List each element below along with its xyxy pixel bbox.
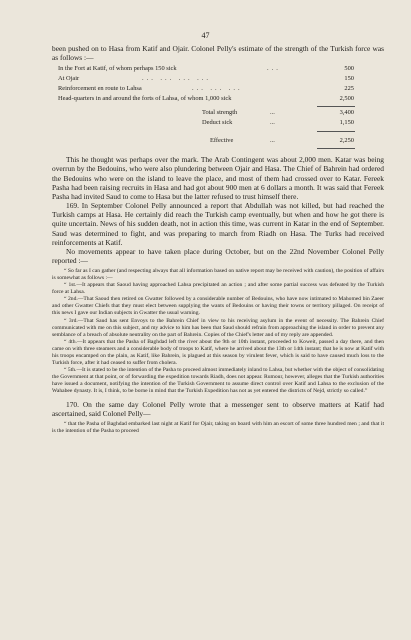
intro-paragraph: been pushed on to Hasa from Katif and Ojair. Colonel Pelly's estimate of the strength of the Turkish force was as follows :— — [52, 44, 384, 63]
row-label: Head-quarters in and around the forts of Lahsa, of whom 1,000 sick — [58, 95, 232, 103]
sum-rule — [317, 106, 355, 107]
quote-first: “ 1st.—It appears that Saoud having approached Lahsa precipitated an action ; and after some partial success was defeated by the Turkish force at Lahsa. — [52, 282, 384, 296]
paragraph-no-movements: No movements appear to have taken place during October, but on the 22nd November Colonel Pelly reported :— — [52, 246, 384, 266]
deduct-value: 1,150 — [339, 119, 354, 127]
quote-messenger: “ that the Pasha of Baghdad embarked last night at Katif for Ojair, taking on board with him an escort of some three hundred men ; and that it is the intention of the Pasha to proceed — [52, 421, 384, 435]
row-label: In the Fort at Katif, of whom perhaps 150 sick — [58, 65, 177, 73]
paragraph-main: This he thought was perhaps over the mark. The Arab Contingent was about 2,000 men. Katar was being overrun by the Bedouins, who were also plundering between Ojair and Hasa. The Chief of Bahrein had ordered the Bedouins who were on the island to leave the place, and most of them had crossed over to Katar. Fereek Pasha had been raising recruits in Hasa and had got about 900 men at 6 dollars a month. It was said that Fereek Pasha had invited Saud to come to Hasa but the latter refused to trust himself there. — [52, 155, 384, 201]
paragraph-170: 170. On the same day Colonel Pelly wrote that a messenger sent to observe matters at Katif had ascertained, said Colonel Pelly— — [52, 400, 384, 419]
total-value: 3,400 — [339, 109, 354, 117]
effective-label: Effective — [210, 137, 234, 145]
effective-leader: ... — [270, 137, 275, 145]
effective-row — [52, 137, 384, 147]
quote-third: “ 3rd.—That Saud has sent Envoys to the Bahrein Chief in view to his receiving asylum in the event of necessity. The Bahrein Chief communicated with me on this subject, and my advice to him has been that Saud should refrain from approaching the island in order to prevent any semblance of a breach of absolute neutrality on the part of Bahrein. Copies of the Chief's letter and of my reply are appended. — [52, 317, 384, 338]
effective-value: 2,250 — [339, 137, 354, 145]
row-label: Reinforcement en route to Lahsa — [58, 85, 142, 93]
quote-fifth: “ 5th.—It is stated to be the intention of the Pasha to proceed almost immediately inland to Lahsa, but whether with the object of consolidating the Government at that point, or of forwarding the expedition towards Riadh, does not appear. Rumour, however, alleges that the Turkish authorities have issued a document, notifying the intention of the Turkish Government to assume direct control over Katif and Lahsa to the exclusion of the Wahabee dynasty. It is, I think, to be borne in mind that the Turkish Expedition has not as yet entered the districts of Nejd, strictly so called.” — [52, 366, 384, 394]
quote-fourth: “ 4th.—It appears that the Pasha of Baghdad left the river about the 9th or 10th instant, proceeded to Koweit, passed a day there, and then came on with three steamers and a considerable body of troops to Katif, where he arrived about the 13th or 14th instant; that he is now at Katif with his troops encamped on the plain, as Katif, like Bahrein, is plagued at this season by virulent fever, which is said to have caused much loss to the Turkish force, after it had ceased to suffer from cholera. — [52, 338, 384, 366]
row-value: 150 — [344, 75, 354, 83]
page-body — [52, 44, 384, 435]
bottom-rule — [317, 148, 355, 149]
deduct-label: Deduct sick — [202, 119, 233, 127]
page-number: 47 — [201, 31, 210, 40]
total-leader: ... — [270, 109, 275, 117]
row-value: 2,500 — [339, 95, 354, 103]
row-value: 500 — [344, 65, 354, 73]
total-row — [52, 109, 384, 119]
quote-second: “ 2nd.—That Saoud then retired on Gwatter followed by a considerable number of Bedouins, who have now intimated to Mahomed bin Zaeer and other Gwatter Chiefs that they must elect between supplying the wants of Bedouins or having their towns or territory pillaged. On receipt of this news I gave our Indian subjects in Gwatter the usual warning. — [52, 296, 384, 317]
row-label: At Ojair — [58, 75, 80, 83]
row-value: 225 — [344, 85, 354, 93]
row-leader: ... ... ... ... — [142, 75, 211, 83]
table-row — [52, 65, 384, 75]
strength-table — [52, 65, 384, 152]
deduct-leader: ... — [270, 119, 275, 127]
paragraph-169: 169. In September Colonel Pelly announced a report that Abdullah was not killed, but had reached the Turkish camps at Hasa. He certainly did reach the Turkish camp eventually, but when and how he got there is quite uncertain. News of his sudden death, not in action this time, was current in Katar in the end of September. Saud was determined to fight, and was preparing to march from Riadh on Hasa. The Turks had received reinforcements at Katif. — [52, 201, 384, 247]
total-label: Total strength — [202, 109, 238, 117]
table-row — [52, 95, 384, 105]
table-row — [52, 85, 384, 95]
table-row — [52, 75, 384, 85]
deduct-row — [52, 119, 384, 129]
row-leader: ... — [267, 65, 281, 73]
quote-intro: “ So far as I can gather (and respecting always that all information based on native report may be received with caution), the position of affairs is somewhat as follows :— — [52, 268, 384, 282]
difference-rule — [317, 131, 355, 132]
row-leader: ... ... ... — [192, 85, 243, 93]
